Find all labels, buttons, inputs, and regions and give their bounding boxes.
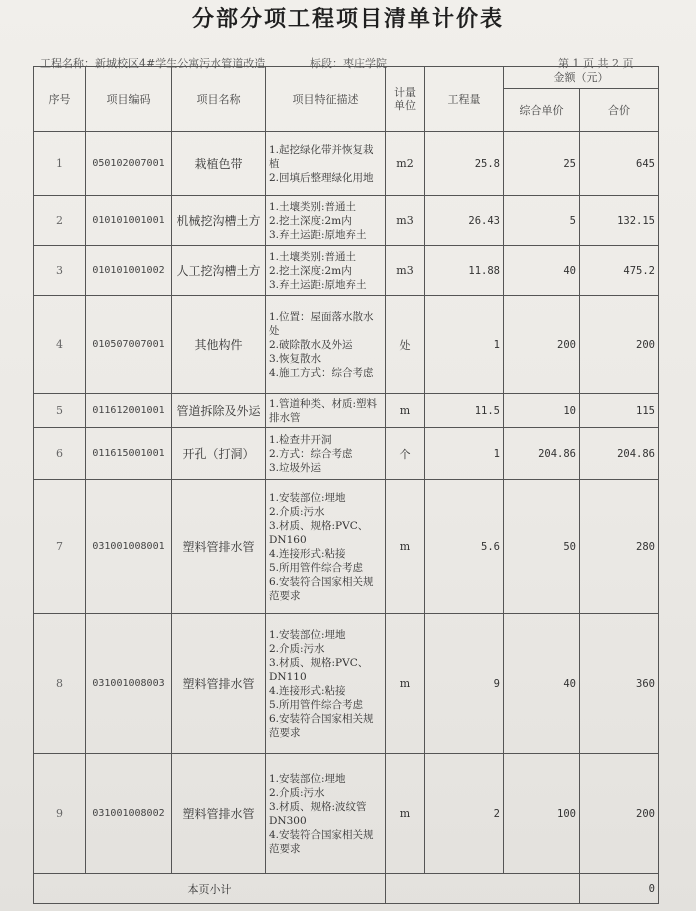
table-row <box>34 754 659 874</box>
item-quantity: 5.6 <box>425 480 504 614</box>
item-unit: m2 <box>386 132 425 196</box>
table-row <box>34 196 659 246</box>
header-desc: 项目特征描述 <box>266 67 386 132</box>
description-line: 3.材质、规格:波纹管DN300 <box>269 800 367 827</box>
item-quantity: 11.5 <box>425 394 504 428</box>
description-line: 1.起挖绿化带并恢复栽植 <box>269 143 374 170</box>
item-total: 200 <box>580 754 659 874</box>
description-line: 2.挖土深度:2m内 <box>269 264 352 277</box>
item-name: 塑料管排水管 <box>172 480 266 614</box>
item-quantity: 26.43 <box>425 196 504 246</box>
item-total: 200 <box>580 296 659 394</box>
item-unit: m <box>386 614 425 754</box>
item-total: 115 <box>580 394 659 428</box>
description-line: 1.管道种类、材质:塑料排水管 <box>269 397 378 424</box>
item-code: 010507007001 <box>86 296 172 394</box>
row-number: 4 <box>34 296 86 394</box>
description-line: 3.弃土运距:原地弃土 <box>269 278 367 291</box>
item-total: 645 <box>580 132 659 196</box>
item-unit-price: 25 <box>504 132 580 196</box>
header-amount: 金额（元） <box>504 67 659 89</box>
row-number: 3 <box>34 246 86 296</box>
item-unit: m3 <box>386 196 425 246</box>
item-description <box>266 296 386 394</box>
item-unit: m <box>386 754 425 874</box>
item-description <box>266 196 386 246</box>
description-line: 1.安装部位:埋地 <box>269 628 346 641</box>
item-quantity: 2 <box>425 754 504 874</box>
description-line: 1.位置：屋面落水散水处 <box>269 310 374 337</box>
description-line: 2.介质:污水 <box>269 642 325 655</box>
description-line: 1.安装部位:埋地 <box>269 491 346 504</box>
item-unit-price: 50 <box>504 480 580 614</box>
item-code: 050102007001 <box>86 132 172 196</box>
item-unit: 个 <box>386 428 425 480</box>
item-name: 栽植色带 <box>172 132 266 196</box>
description-line: 4.连接形式:粘接 <box>269 684 346 697</box>
description-line: 3.材质、规格:PVC、DN160 <box>269 519 369 546</box>
description-line: 4.连接形式:粘接 <box>269 547 346 560</box>
item-name: 管道拆除及外运 <box>172 394 266 428</box>
description-line: 2.介质:污水 <box>269 786 325 799</box>
row-number: 9 <box>34 754 86 874</box>
subtotal-label: 本页小计 <box>34 874 386 904</box>
item-name: 人工挖沟槽土方 <box>172 246 266 296</box>
description-line: 3.材质、规格:PVC、DN110 <box>269 656 369 683</box>
item-unit: m <box>386 480 425 614</box>
header-unit-price: 综合单价 <box>504 89 580 132</box>
description-line: 3.垃圾外运 <box>269 461 322 474</box>
item-unit-price: 200 <box>504 296 580 394</box>
project-name: 工程名称：新城校区4#学生公寓污水管道改造 <box>40 57 266 70</box>
description-line: 3.恢复散水 <box>269 352 322 365</box>
row-number: 5 <box>34 394 86 428</box>
table-row <box>34 296 659 394</box>
item-unit: m3 <box>386 246 425 296</box>
item-code: 031001008001 <box>86 480 172 614</box>
item-code: 011612001001 <box>86 394 172 428</box>
item-unit-price: 5 <box>504 196 580 246</box>
item-description <box>266 246 386 296</box>
table-row <box>34 614 659 754</box>
description-line: 6.安装符合国家相关规范要求 <box>269 712 374 739</box>
bill-table <box>33 66 659 904</box>
item-total: 132.15 <box>580 196 659 246</box>
subtotal-blank <box>386 874 580 904</box>
header-no: 序号 <box>34 67 86 132</box>
description-line: 2.回填后整理绿化用地 <box>269 171 374 184</box>
table-row <box>34 480 659 614</box>
description-line: 5.所用管件综合考虑 <box>269 561 364 574</box>
description-line: 2.介质:污水 <box>269 505 325 518</box>
item-description <box>266 132 386 196</box>
description-line: 1.土壤类别:普通土 <box>269 200 357 213</box>
item-total: 204.86 <box>580 428 659 480</box>
description-line: 4.安装符合国家相关规范要求 <box>269 828 374 855</box>
description-line: 6.安装符合国家相关规范要求 <box>269 575 374 602</box>
item-code: 011615001001 <box>86 428 172 480</box>
item-code: 010101001002 <box>86 246 172 296</box>
item-description <box>266 614 386 754</box>
item-quantity: 1 <box>425 296 504 394</box>
row-number: 8 <box>34 614 86 754</box>
description-line: 3.弃土运距:原地弃土 <box>269 228 367 241</box>
item-description <box>266 394 386 428</box>
item-quantity: 9 <box>425 614 504 754</box>
item-description <box>266 754 386 874</box>
description-line: 2.方式：综合考虑 <box>269 447 353 460</box>
description-line: 1.检查井开洞 <box>269 433 332 446</box>
item-unit: m <box>386 394 425 428</box>
item-name: 塑料管排水管 <box>172 614 266 754</box>
header-unit: 计量单位 <box>386 67 425 132</box>
item-quantity: 25.8 <box>425 132 504 196</box>
description-line: 1.安装部位:埋地 <box>269 772 346 785</box>
description-line: 2.挖土深度:2m内 <box>269 214 352 227</box>
item-unit-price: 100 <box>504 754 580 874</box>
item-quantity: 1 <box>425 428 504 480</box>
item-total: 475.2 <box>580 246 659 296</box>
item-unit: 处 <box>386 296 425 394</box>
header-name: 项目名称 <box>172 67 266 132</box>
row-number: 2 <box>34 196 86 246</box>
description-line: 1.土壤类别:普通土 <box>269 250 357 263</box>
item-code: 031001008003 <box>86 614 172 754</box>
row-number: 7 <box>34 480 86 614</box>
table-row <box>34 394 659 428</box>
section-name: 标段：枣庄学院 <box>310 57 387 70</box>
item-unit-price: 10 <box>504 394 580 428</box>
page-title: 分部分项工程项目清单计价表 <box>191 6 504 32</box>
item-name: 其他构件 <box>172 296 266 394</box>
row-number: 1 <box>34 132 86 196</box>
item-name: 塑料管排水管 <box>172 754 266 874</box>
item-unit-price: 204.86 <box>504 428 580 480</box>
description-line: 5.所用管件综合考虑 <box>269 698 364 711</box>
table-row <box>34 246 659 296</box>
subtotal-value: 0 <box>580 874 659 904</box>
header-code: 项目编码 <box>86 67 172 132</box>
description-line: 2.破除散水及外运 <box>269 338 353 351</box>
table-row <box>34 132 659 196</box>
item-total: 360 <box>580 614 659 754</box>
row-number: 6 <box>34 428 86 480</box>
item-quantity: 11.88 <box>425 246 504 296</box>
item-name: 机械挖沟槽土方 <box>172 196 266 246</box>
item-code: 031001008002 <box>86 754 172 874</box>
header-qty: 工程量 <box>425 67 504 132</box>
header-total: 合价 <box>580 89 659 132</box>
item-unit-price: 40 <box>504 614 580 754</box>
item-total: 280 <box>580 480 659 614</box>
item-name: 开孔（打洞） <box>172 428 266 480</box>
item-description <box>266 428 386 480</box>
item-code: 010101001001 <box>86 196 172 246</box>
description-line: 4.施工方式：综合考虑 <box>269 366 374 379</box>
item-description <box>266 480 386 614</box>
item-unit-price: 40 <box>504 246 580 296</box>
table-row <box>34 428 659 480</box>
page-indicator: 第 1 页 共 2 页 <box>558 57 634 70</box>
